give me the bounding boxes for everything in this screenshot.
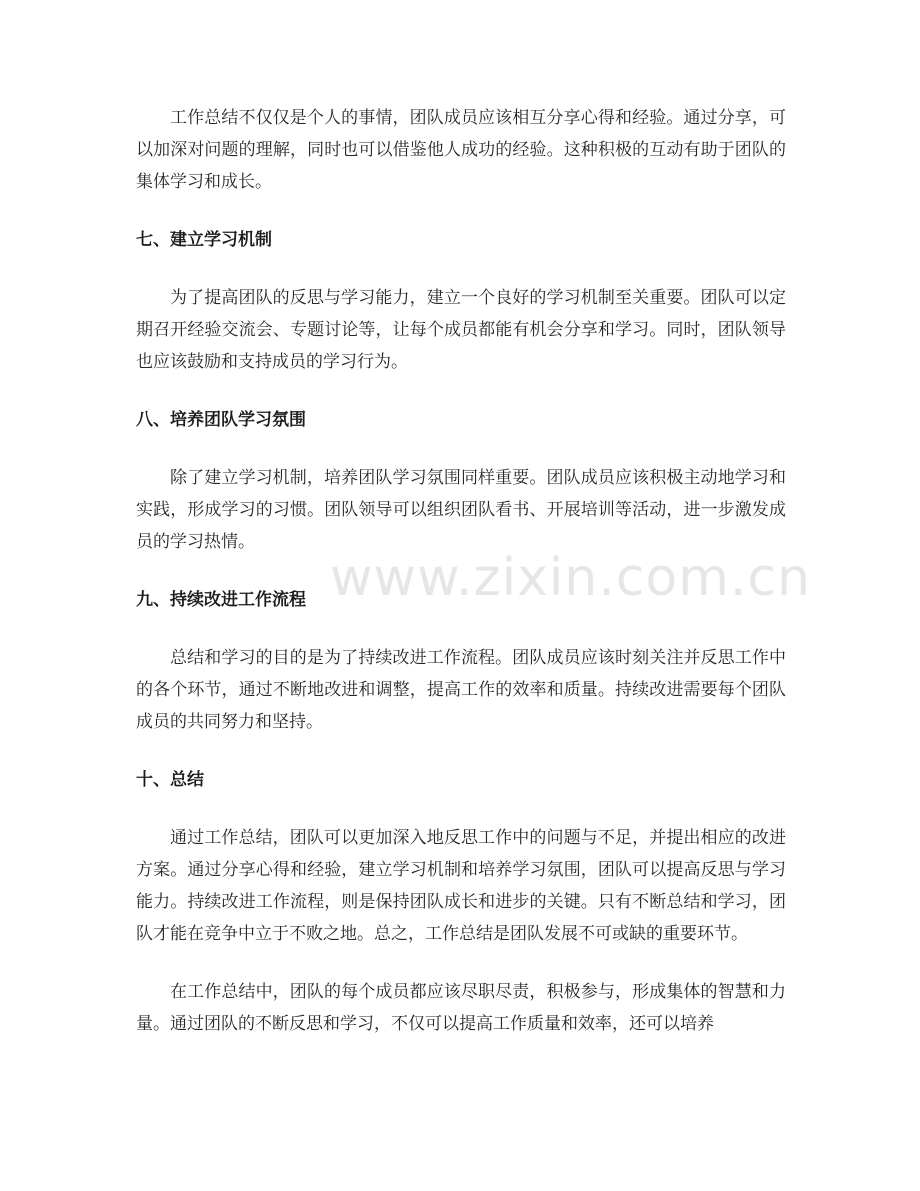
document-body — [136, 102, 786, 1040]
paragraph: 总结和学习的目的是为了持续改进工作流程。团队成员应该时刻关注并反思工作中的各个环节，通过不断地改进和调整，提高工作的效率和质量。持续改进需要每个团队成员的共同努力和坚持。 — [136, 648, 786, 732]
paragraph: 在工作总结中，团队的每个成员都应该尽职尽责，积极参与，形成集体的智慧和力量。通过团队的不断反思和学习，不仅可以提高工作质量和效率，还可以培养 — [136, 982, 786, 1034]
section-heading-7: 七、建立学习机制 — [136, 230, 272, 250]
paragraph: 通过工作总结，团队可以更加深入地反思工作中的问题与不足，并提出相应的改进方案。通过分享心得和经验，建立学习机制和培养学习氛围，团队可以提高反思与学习能力。持续改进工作流程，则是保持团队成长和进步的关键。只有不断总结和学习，团队才能在竞争中立于不败之地。总之，工作总结是团队发展不可或缺的重要环节。 — [136, 828, 786, 944]
section-heading-8: 八、培养团队学习氛围 — [136, 410, 306, 430]
paragraph: 工作总结不仅仅是个人的事情，团队成员应该相互分享心得和经验。通过分享，可以加深对问题的理解，同时也可以借鉴他人成功的经验。这种积极的互动有助于团队的集体学习和成长。 — [136, 108, 786, 192]
paragraph: 除了建立学习机制，培养团队学习氛围同样重要。团队成员应该积极主动地学习和实践，形成学习的习惯。团队领导可以组织团队看书、开展培训等活动，进一步激发成员的学习热情。 — [136, 468, 786, 552]
watermark: www.zixin.com.cn — [330, 548, 811, 608]
section-heading-10: 十、总结 — [136, 770, 204, 790]
section-heading-9: 九、持续改进工作流程 — [136, 590, 306, 610]
paragraph: 为了提高团队的反思与学习能力，建立一个良好的学习机制至关重要。团队可以定期召开经验交流会、专题讨论等，让每个成员都能有机会分享和学习。同时，团队领导也应该鼓励和支持成员的学习行为。 — [136, 288, 786, 372]
